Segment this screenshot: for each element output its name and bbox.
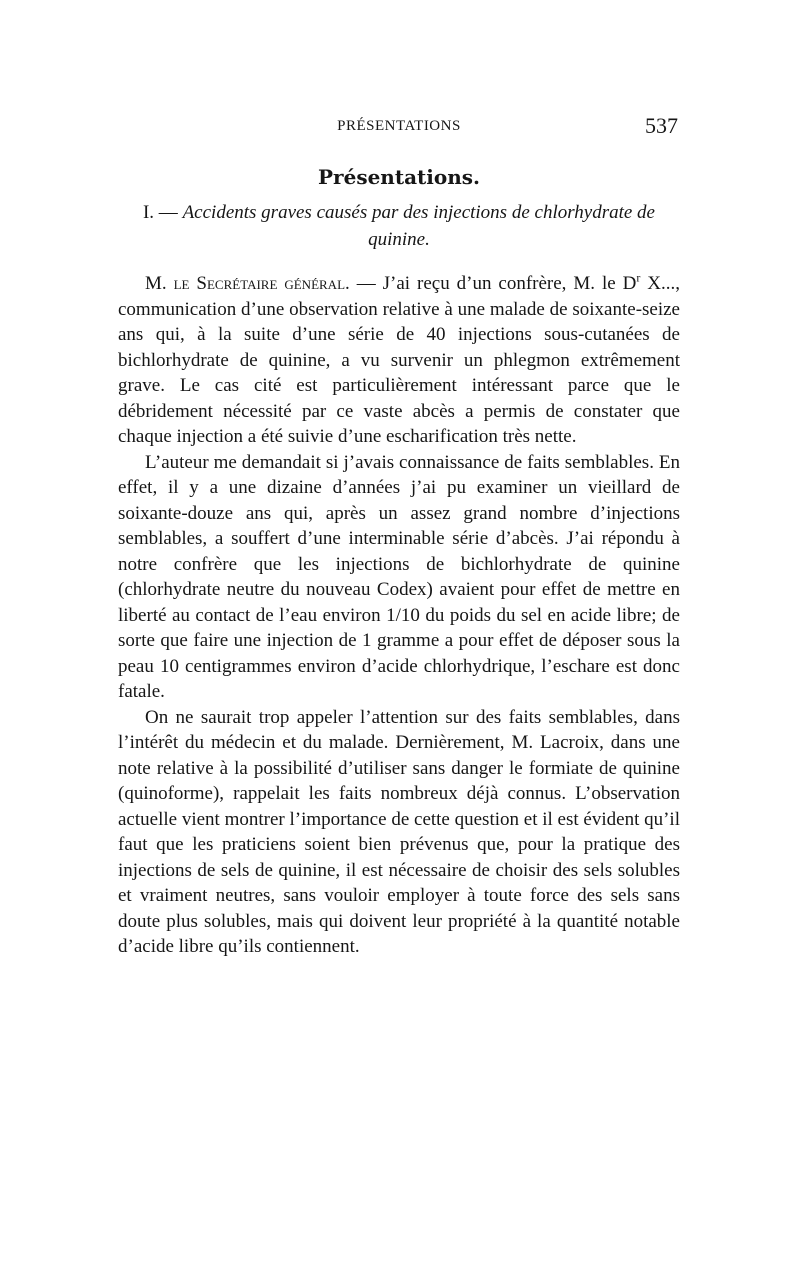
paragraph-2: L’auteur me demandait si j’avais connaissance de faits semblables. En effet, il y a une dizaine d’années j’ai pu examiner un vieillard de soixante-douze ans qui, après un assez grand nombre d’injections semblables, a souffert d’une interminable série d’abcès. J’ai répondu à notre confrère que les injections de bichlorhydrate de quinine (chlorhydrate neutre du nouveau Codex) avaient pour effet de mettre en liberté au contact de l’eau environ 1/10 du poids du sel en acide libre; de sorte que faire une injection de 1 gramme a pour effet de déposer sous la peau 10 centigrammes environ d’acide chlorhydrique, l’eschare est donc fatale.	[118, 451, 680, 702]
doctor-abbrev-superscript: r	[636, 270, 641, 285]
book-page	[118, 100, 680, 960]
article-subtitle	[118, 199, 680, 253]
page-number: 537	[645, 113, 678, 138]
speaker-name: M. le Secrétaire général.	[145, 273, 350, 294]
article-title: Accidents graves causés par des injections de chlorhydrate de quinine.	[182, 202, 655, 250]
paragraph-1	[118, 271, 680, 450]
section-title: Présentations.	[318, 165, 480, 189]
paragraph-1-text-b: X..., communication d’une observation relative à une malade de soixante-seize ans qui, à la suite d’une série de 40 injections sous-cutanées de bichlorhydrate de quinine, a vu survenir un phlegmon extrêmement grave. Le cas cité est particulièrement intéressant parce que le débridement nécessité par ce vaste abcès a permis de constater que chaque injection a été suivie d’une escharification très nette.	[118, 273, 680, 447]
article-body	[118, 271, 680, 960]
paragraph-3: On ne saurait trop appeler l’attention sur des faits semblables, dans l’intérêt du médecin et du malade. Dernièrement, M. Lacroix, dans une note relative à la possibilité d’utiliser sans danger le formiate de quinine (quinoforme), rappelait les faits nombreux déjà connus. L’observation actuelle vient montrer l’importance de cette question et il est évident qu’il faut que les praticiens soient bien prévenus que, pour la pratique des injections de sels de quinine, il est nécessaire de choisir des sels solubles et vraiment neutres, sans vouloir employer à toute force des sels sans doute plus solubles, mais qui doivent leur propriété à la quantité notable d’acide libre qu’ils contiennent.	[118, 706, 680, 957]
running-title: PRÉSENTATIONS	[337, 118, 461, 134]
paragraph-1-text-a: — J’ai reçu d’un confrère, M. le D	[349, 273, 637, 294]
running-header	[118, 100, 680, 140]
article-number: I. —	[142, 202, 183, 223]
